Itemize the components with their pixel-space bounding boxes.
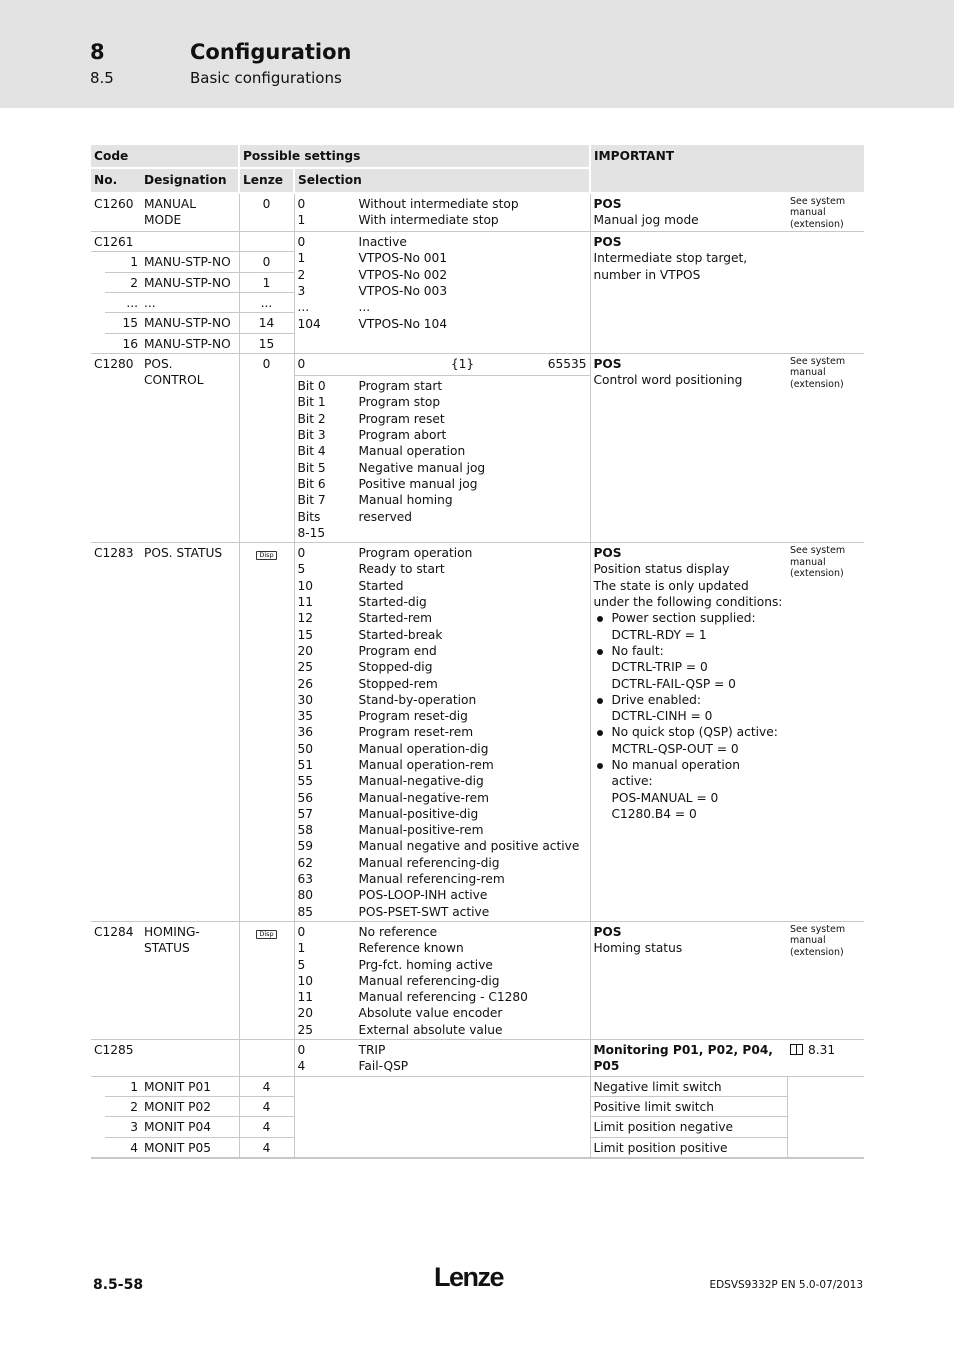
option-text: Prg-fct. homing active <box>358 957 493 972</box>
table-row: 1 MONIT P01 4 Negative limit switch <box>91 1076 864 1096</box>
designation-cell: HOMING-STATUS <box>141 921 239 1039</box>
list-item: No quick stop (QSP) active: MCTRL-QSP-OUT = 0 <box>594 724 785 757</box>
option-value: 5 <box>297 562 306 577</box>
option-value: 12 <box>297 611 314 626</box>
section-title: Basic configurations <box>190 69 342 87</box>
important-cell: POS Intermediate stop target, number in VTPOS <box>590 232 787 354</box>
option-text: Stopped-dig <box>358 660 433 675</box>
option-value: 20 <box>297 643 314 658</box>
option-value: 85 <box>297 904 314 919</box>
chapter-number: 8 <box>90 40 105 64</box>
lenze-cell <box>239 921 294 1039</box>
important-cell: POS Position status display The state is only updated under the following conditions: Power section supplied: DCTRL-RDY = 1 No fault: DCTRL-TRIP = 0 DCTRL-FAIL-QSP = 0 Drive enabled: DCTRL-CINH = 0 No quick stop (QSP) active: MCTRL-QSP-OUT = 0 No manual operation active: POS-MANUAL = 0 C1280.B4 = 0 <box>590 543 787 922</box>
list-item: No fault: DCTRL-TRIP = 0 DCTRL-FAIL-QSP = 0 <box>594 643 785 692</box>
option-text: No reference <box>358 924 438 939</box>
option-value: 30 <box>297 692 314 707</box>
option-text: Started-rem <box>358 611 433 626</box>
list-item: Drive enabled: DCTRL-CINH = 0 <box>594 692 785 725</box>
chapter-title: Configuration <box>190 40 352 64</box>
code-cell: C1285 <box>91 1040 141 1077</box>
table-row <box>91 353 864 542</box>
header-code: Code <box>91 145 141 168</box>
code-cell: C1280 <box>91 353 141 542</box>
selection-cell <box>294 543 590 922</box>
option-value: 11 <box>297 990 314 1005</box>
option-value: 1 <box>297 941 306 956</box>
option-text: Stopped-rem <box>358 676 438 691</box>
code-cell: C1260 <box>91 193 141 232</box>
option-value: 11 <box>297 595 314 610</box>
important-cell: Monitoring P01, P02, P04, P05 <box>590 1040 787 1077</box>
option-value: 80 <box>297 888 314 903</box>
option-text: Program reset-rem <box>358 725 474 740</box>
header-important: IMPORTANT <box>590 145 864 193</box>
important-cell: POS Control word positioning <box>590 353 787 542</box>
option-text: Manual-positive-rem <box>358 823 484 838</box>
section-number: 8.5 <box>90 69 114 87</box>
table-row: 2 MONIT P02 4 Positive limit switch <box>91 1096 864 1116</box>
option-value: 26 <box>297 676 314 691</box>
table-row: 4 MONIT P05 4 Limit position positive <box>91 1137 864 1158</box>
option-value: 10 <box>297 578 314 593</box>
book-icon <box>790 1044 803 1055</box>
option-text: Program end <box>358 643 437 658</box>
option-text: Program reset-dig <box>358 709 468 724</box>
header-lenze: Lenze <box>239 168 294 192</box>
important-cell: POS Homing status <box>590 921 787 1039</box>
option-text: Manual referencing - C1280 <box>358 990 528 1005</box>
parameter-table <box>91 145 864 1159</box>
lenze-cell <box>239 543 294 922</box>
code-cell: C1261 <box>91 232 141 252</box>
option-text: Manual-negative-dig <box>358 774 484 789</box>
option-value: 55 <box>297 774 314 789</box>
table-row: ... ... ... <box>91 292 864 312</box>
table-row: 15 MANU-STP-NO 14 <box>91 313 864 333</box>
option-text: Ready to start <box>358 562 445 577</box>
option-text: Manual operation-rem <box>358 758 494 772</box>
designation-cell: POS. STATUS <box>141 543 239 922</box>
option-text: Absolute value encoder <box>358 1006 503 1021</box>
option-value: 0 <box>297 546 306 561</box>
header-possible-settings: Possible settings <box>239 145 590 168</box>
selection-cell: 0 Without intermediate stop 1 With intermediate stop <box>294 193 590 232</box>
list-item: Power section supplied: DCTRL-RDY = 1 <box>594 610 785 643</box>
page-header <box>0 0 954 108</box>
condition-list <box>594 610 785 822</box>
option-text: External absolute value <box>358 1022 503 1037</box>
table-row <box>91 543 864 922</box>
table-row <box>91 921 864 1039</box>
option-value: 25 <box>297 1022 314 1037</box>
option-value: 63 <box>297 872 314 887</box>
option-value: 62 <box>297 855 314 870</box>
option-text: Started-break <box>358 627 443 642</box>
option-value: 35 <box>297 709 314 724</box>
header-selection: Selection <box>294 168 590 192</box>
table-row <box>91 1040 864 1077</box>
display-only-badge: Disp <box>256 551 276 560</box>
page-number: 8.5-58 <box>93 1277 144 1293</box>
option-value: 57 <box>297 806 314 821</box>
option-text: POS-PSET-SWT active <box>358 904 490 919</box>
note-cell: See system manual (extension) <box>787 543 864 922</box>
document-id: EDSVS9332P EN 5.0-07/2013 <box>709 1279 863 1291</box>
header-no: No. <box>91 168 141 192</box>
option-value: 15 <box>297 627 314 642</box>
option-value: 20 <box>297 1006 314 1021</box>
table-row <box>91 193 864 232</box>
option-value: 36 <box>297 725 314 740</box>
option-text: Manual operation-dig <box>358 741 489 756</box>
option-text: Manual-negative-rem <box>358 790 489 805</box>
code-cell: C1283 <box>91 543 141 922</box>
selection-cell: 0 TRIP 4 Fail-QSP <box>294 1040 590 1077</box>
option-value: 10 <box>297 973 314 988</box>
option-text: Manual-positive-dig <box>358 806 479 821</box>
selection-cell: 0 Inactive 1 VTPOS-No 001 2 VTPOS-No 002 3 VTPOS-No 003 ... ... 104 VTPOS-No 104 <box>294 232 590 354</box>
option-text: Program operation <box>358 546 473 561</box>
option-value: 59 <box>297 839 314 854</box>
option-value: 56 <box>297 790 314 805</box>
table-row <box>91 232 864 252</box>
option-text: Manual negative and positive active <box>358 839 580 854</box>
option-text: Manual referencing-rem <box>358 872 505 887</box>
option-value: 5 <box>297 957 306 972</box>
important-cell: POS Manual jog mode <box>590 193 787 232</box>
header-designation: Designation <box>141 168 239 192</box>
option-value: 25 <box>297 660 314 675</box>
option-value: 58 <box>297 823 314 838</box>
table-row: 3 MONIT P04 4 Limit position negative <box>91 1117 864 1137</box>
designation-cell: MANUAL MODE <box>141 193 239 232</box>
option-value: 51 <box>297 758 314 772</box>
option-text: Reference known <box>358 941 464 956</box>
table-row: 1 MANU-STP-NO 0 <box>91 252 864 272</box>
designation-cell: POS. CONTROL <box>141 353 239 542</box>
table-row: 16 MANU-STP-NO 15 <box>91 333 864 353</box>
selection-cell: 0 {1} 65535 Bit 0 Program start Bit 1 Program stop Bit 2 Program reset Bit 3 Program abort Bit 4 Manual operation Bit 5 Negative manual jog Bit 6 Positive manual jog Bit 7 Manual homing Bits 8-15 reserved <box>294 353 590 542</box>
display-only-badge: Disp <box>256 930 276 939</box>
option-text: Manual referencing-dig <box>358 973 500 988</box>
option-text: POS-LOOP-INH active <box>358 888 488 903</box>
table-row: 2 MANU-STP-NO 1 <box>91 272 864 292</box>
note-cell: See system manual (extension) <box>787 921 864 1039</box>
option-text: Manual referencing-dig <box>358 855 500 870</box>
selection-cell <box>294 921 590 1039</box>
list-item: No manual operation active: POS-MANUAL = 0 C1280.B4 = 0 <box>594 757 785 822</box>
code-cell: C1284 <box>91 921 141 1039</box>
option-value: 0 <box>297 924 306 939</box>
option-text: Started <box>358 578 404 593</box>
option-text: Stand-by-operation <box>358 692 477 707</box>
reference-cell: 8.31 <box>787 1040 864 1077</box>
note-cell: See system manual (extension) <box>787 353 864 542</box>
lenze-cell: 0 <box>239 353 294 542</box>
option-text: Started-dig <box>358 595 427 610</box>
note-cell: See system manual (extension) <box>787 193 864 232</box>
lenze-logo: Lenze <box>434 1262 504 1292</box>
option-value: 50 <box>297 741 314 756</box>
lenze-cell: 0 <box>239 193 294 232</box>
